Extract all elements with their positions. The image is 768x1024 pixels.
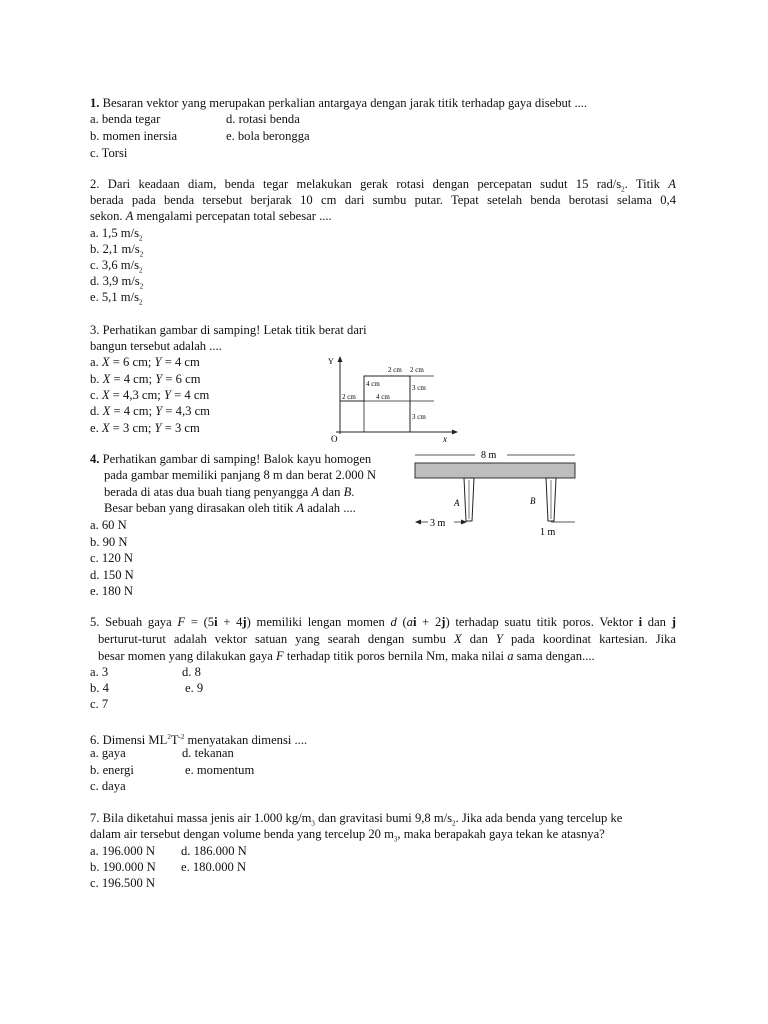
question-4-line-1: 4. Perhatikan gambar di samping! Balok kayu homogen [90, 452, 372, 466]
support-b-label: B [530, 496, 536, 506]
fig-dim-right-1: 3 cm [412, 384, 426, 392]
q6-option-b: b. energi [90, 763, 134, 777]
q1-option-b: b. momen inersia [90, 129, 178, 143]
q3-option-e: e. X = 3 cm; Y = 3 cm [90, 421, 200, 435]
question-3-line-2: bangun tersebut adalah .... [90, 339, 222, 353]
q3-option-c: c. X = 4,3 cm; Y = 4 cm [90, 388, 210, 402]
q3-option-d: d. X = 4 cm; Y = 4,3 cm [90, 404, 210, 418]
question-4-line-3: berada di atas dua buah tiang penyangga A dan B. [104, 485, 355, 499]
question-2-line-1: 2. Dari keadaan diam, benda tegar melakukan gerak rotasi dengan percepatan sudut 15 rad/$s_2$. Titik A [90, 177, 676, 194]
fig-label-origin: O [331, 434, 338, 444]
y-axis-arrow [338, 356, 343, 362]
x-axis-arrow [452, 430, 458, 435]
fig-dim-left: 2 cm [342, 393, 356, 401]
dim-1m-label: 1 m [540, 527, 556, 538]
question-4-line-2: pada gambar memiliki panjang 8 m dan berat 2.000 N [104, 468, 377, 482]
q4-beam-figure [410, 448, 586, 540]
question-2-line-2: berada pada benda tersebut berjarak 10 cm dari sumbu putar. Tepat setelah benda berotasi selama 0,4 [90, 193, 676, 207]
fig-label-y: Y [328, 357, 334, 366]
q5-option-e: e. 9 [185, 681, 204, 695]
fig-dim-top-1: 2 cm [388, 366, 402, 374]
q4-option-a: a. 60 N [90, 518, 127, 532]
q5-option-c: c. 7 [90, 697, 109, 711]
q6-option-c: c. daya [90, 779, 126, 793]
q7-option-a: a. 196.000 N [90, 844, 156, 858]
question-5-line-1: 5. Sebuah gaya F = (5i + 4j) memiliki lengan momen d (ai + 2j) terhadap suatu titik poros. Vektor i dan j [90, 615, 676, 629]
q1-option-a: a. benda tegar [90, 112, 161, 126]
fig-dim-right-2: 3 cm [412, 413, 426, 421]
q1-option-c: c. Torsi [90, 146, 128, 160]
q5-option-b: b. 4 [90, 681, 109, 695]
q2-option-b: b. 2,1 $m/s_2$ [90, 242, 144, 259]
question-7-line-2: dalam air tersebut dengan volume benda yang tercelup 20 $m_3$, maka berapakah gaya tekan ke atasnya? [90, 827, 605, 844]
q6-option-a: a. gaya [90, 746, 126, 760]
q7-option-e: e. 180.000 N [181, 860, 247, 874]
q7-option-d: d. 186.000 N [181, 844, 247, 858]
q4-option-b: b. 90 N [90, 535, 128, 549]
fig-dim-inner: 4 cm [376, 393, 390, 401]
beam [415, 463, 575, 478]
question-6-stem: 6. Dimensi $ML^2T^{-2}$ menyatakan dimensi .... [90, 733, 308, 748]
fig-label-x: x [443, 434, 447, 444]
q4-option-d: d. 150 N [90, 568, 134, 582]
q5-option-d: d. 8 [182, 665, 201, 679]
fig-dim-top-2: 2 cm [410, 366, 424, 374]
dim-3m-label: 3 m [430, 518, 446, 529]
q4-option-e: e. 180 N [90, 584, 134, 598]
question-2-line-3: sekon. A mengalami percepatan total sebesar .... [90, 209, 332, 223]
q4-option-c: c. 120 N [90, 551, 134, 565]
q2-option-c: c. 3,6 $m/s_2$ [90, 258, 143, 275]
question-7-line-1: 7. Bila diketahui massa jenis air 1.000 $kg/m_3$ dan gravitasi bumi 9,8 $m/s_2$. Jika ada benda yang tercelup ke [90, 811, 623, 828]
question-1-stem: 1. Besaran vektor yang merupakan perkalian antargaya dengan jarak titik terhadap gaya disebut .... [90, 96, 588, 110]
q2-option-e: e. 5,1 $m/s_2$ [90, 290, 143, 307]
q1-option-d: d. rotasi benda [226, 112, 300, 126]
question-5-line-2: berturut-turut adalah vektor satuan yang searah dengan sumbu X dan Y pada koordinat kartesian. Jika [98, 632, 677, 646]
beam-length-label: 8 m [481, 450, 497, 461]
q6-option-d: d. tekanan [182, 746, 234, 760]
support-a-label: A [454, 498, 460, 508]
question-4-line-4: Besar beban yang dirasakan oleh titik A adalah .... [104, 501, 356, 515]
q6-option-e: e. momentum [185, 763, 255, 777]
q2-option-a: a. 1,5 $m/s_2$ [90, 226, 143, 243]
q7-option-b: b. 190.000 N [90, 860, 156, 874]
q2-option-d: d. 3,9 $m/s_2$ [90, 274, 144, 291]
q1-option-e: e. bola berongga [226, 129, 310, 143]
fig-dim-mid: 4 cm [366, 380, 380, 388]
q3-option-a: a. X = 6 cm; Y = 4 cm [90, 355, 200, 369]
q3-centroid-figure [326, 354, 460, 444]
q3-option-b: b. X = 4 cm; Y = 6 cm [90, 372, 201, 386]
question-3-line-1: 3. Perhatikan gambar di samping! Letak titik berat dari [90, 323, 367, 337]
question-5-line-3: besar momen yang dilakukan gaya F terhadap titik poros bernila Nm, maka nilai a sama dengan.... [98, 649, 595, 663]
q7-option-c: c. 196.500 N [90, 876, 156, 890]
q5-option-a: a. 3 [90, 665, 109, 679]
